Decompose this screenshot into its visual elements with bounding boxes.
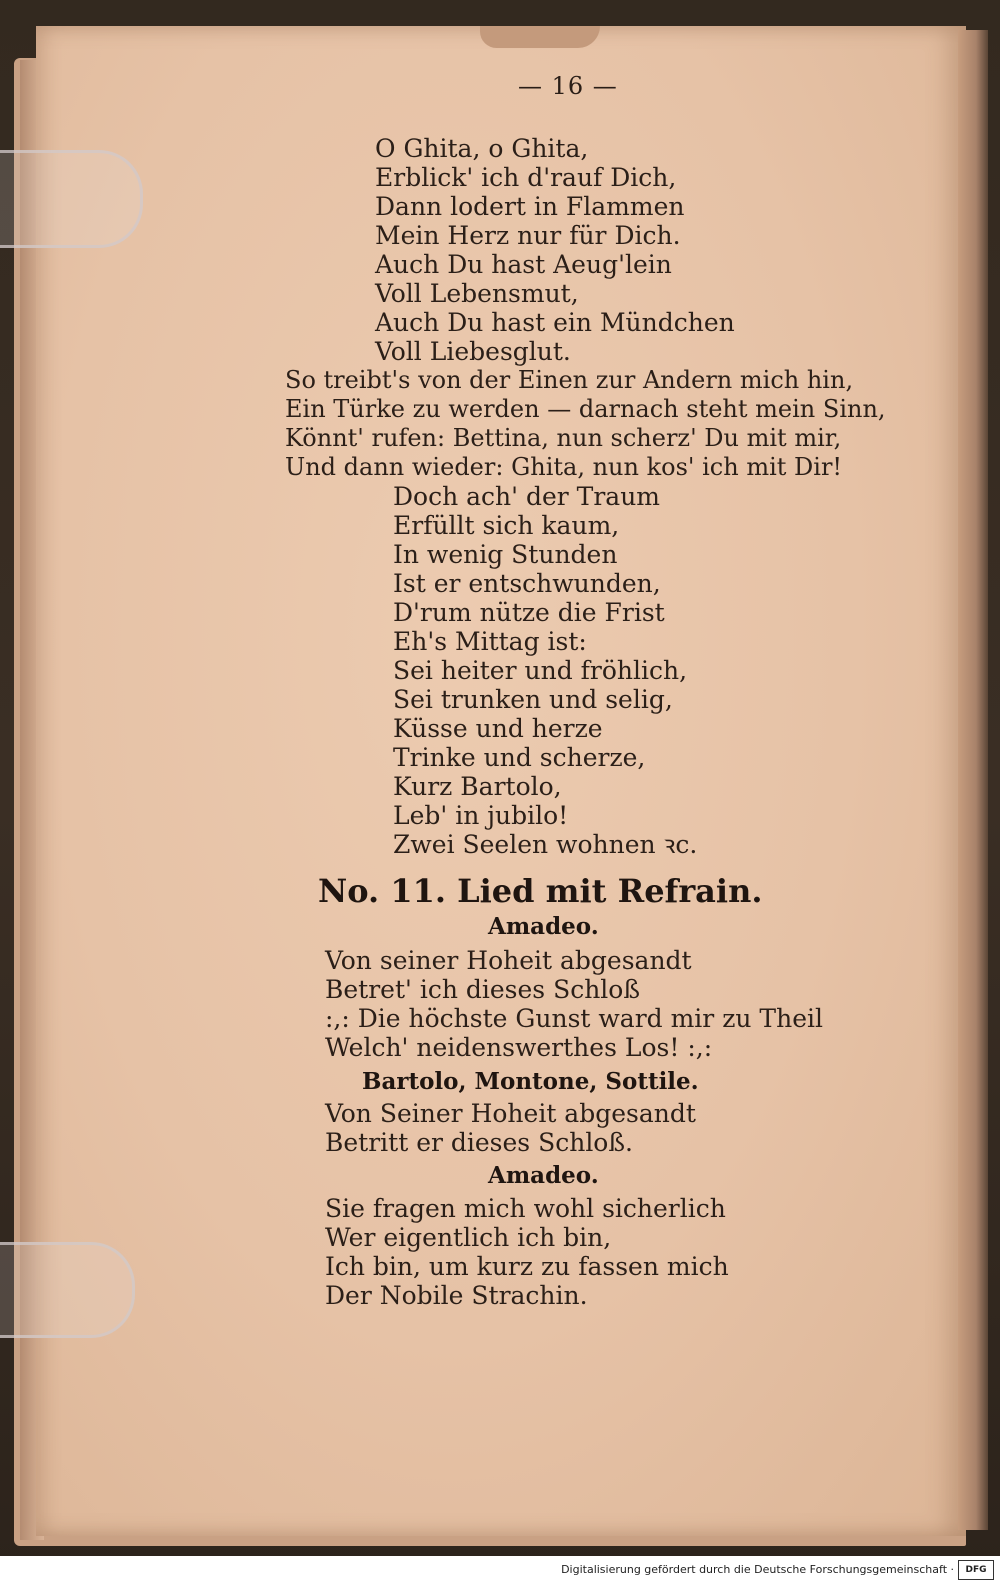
- footer-credit: Digitalisierung gefördert durch die Deutsche Forschungsgemeinschaft ·: [561, 1563, 954, 1576]
- right-page-edge: [958, 30, 988, 1530]
- verse-line: In wenig Stunden: [393, 540, 618, 569]
- verse-line: Voll Liebesglut.: [375, 337, 571, 366]
- verse-line: Doch ach' der Traum: [393, 482, 661, 511]
- verse-line: :,: Die höchste Gunst ward mir zu Theil: [325, 1004, 823, 1033]
- speaker-name: Amadeo.: [488, 1162, 599, 1189]
- verse-line: D'rum nütze die Frist: [393, 598, 665, 627]
- verse-line: Und dann wieder: Ghita, nun kos' ich mit Dir!: [285, 453, 843, 481]
- verse-line: Voll Lebensmut,: [375, 279, 579, 308]
- verse-line: Küsse und herze: [393, 714, 603, 743]
- verse-line: Mein Herz nur für Dich.: [375, 221, 681, 250]
- verse-line: Sei trunken und selig,: [393, 685, 673, 714]
- verse-line: Eh's Mittag ist:: [393, 627, 587, 656]
- verse-line: Dann lodert in Flammen: [375, 192, 685, 221]
- verse-line: Auch Du hast Aeug'lein: [375, 250, 672, 279]
- page-tear: [480, 26, 600, 48]
- verse-line: So treibt's von der Einen zur Andern mich hin,: [285, 366, 854, 394]
- verse-line: Der Nobile Strachin.: [325, 1281, 588, 1310]
- verse-line: Trinke und scherze,: [393, 743, 646, 772]
- verse-line: Leb' in jubilo!: [393, 801, 569, 830]
- song-heading: No. 11. Lied mit Refrain.: [318, 872, 763, 910]
- speaker-name: Amadeo.: [488, 913, 599, 940]
- verse-line: Von Seiner Hoheit abgesandt: [325, 1099, 696, 1128]
- verse-line: Ist er entschwunden,: [393, 569, 661, 598]
- verse-line: Wer eigentlich ich bin,: [325, 1223, 612, 1252]
- verse-line: Könnt' rufen: Bettina, nun scherz' Du mit mir,: [285, 424, 842, 452]
- verse-line: O Ghita, o Ghita,: [375, 134, 589, 163]
- verse-line: Betritt er dieses Schloß.: [325, 1128, 634, 1157]
- paper-clip-bottom: [0, 1242, 135, 1338]
- verse-line: Sei heiter und fröhlich,: [393, 656, 688, 685]
- verse-line: Ich bin, um kurz zu fassen mich: [325, 1252, 729, 1281]
- verse-line: Erblick' ich d'rauf Dich,: [375, 163, 677, 192]
- verse-line: Auch Du hast ein Mündchen: [375, 308, 735, 337]
- verse-line: Erfüllt sich kaum,: [393, 511, 620, 540]
- verse-line: Ein Türke zu werden — darnach steht mein Sinn,: [285, 395, 886, 423]
- verse-line: Sie fragen mich wohl sicherlich: [325, 1194, 726, 1223]
- verse-line: Von seiner Hoheit abgesandt: [325, 946, 692, 975]
- verse-line: Zwei Seelen wohnen ꝛc.: [393, 830, 698, 859]
- speaker-name: Bartolo, Montone, Sottile.: [362, 1068, 699, 1095]
- verse-line: Welch' neidenswerthes Los! :,:: [325, 1033, 713, 1062]
- paper-clip-top: [0, 150, 143, 248]
- verse-line: Betret' ich dieses Schloß: [325, 975, 641, 1004]
- verse-line: Kurz Bartolo,: [393, 772, 562, 801]
- digitization-footer: [0, 1556, 1000, 1584]
- page-number: — 16 —: [518, 72, 618, 100]
- dfg-logo: DFG: [958, 1560, 994, 1580]
